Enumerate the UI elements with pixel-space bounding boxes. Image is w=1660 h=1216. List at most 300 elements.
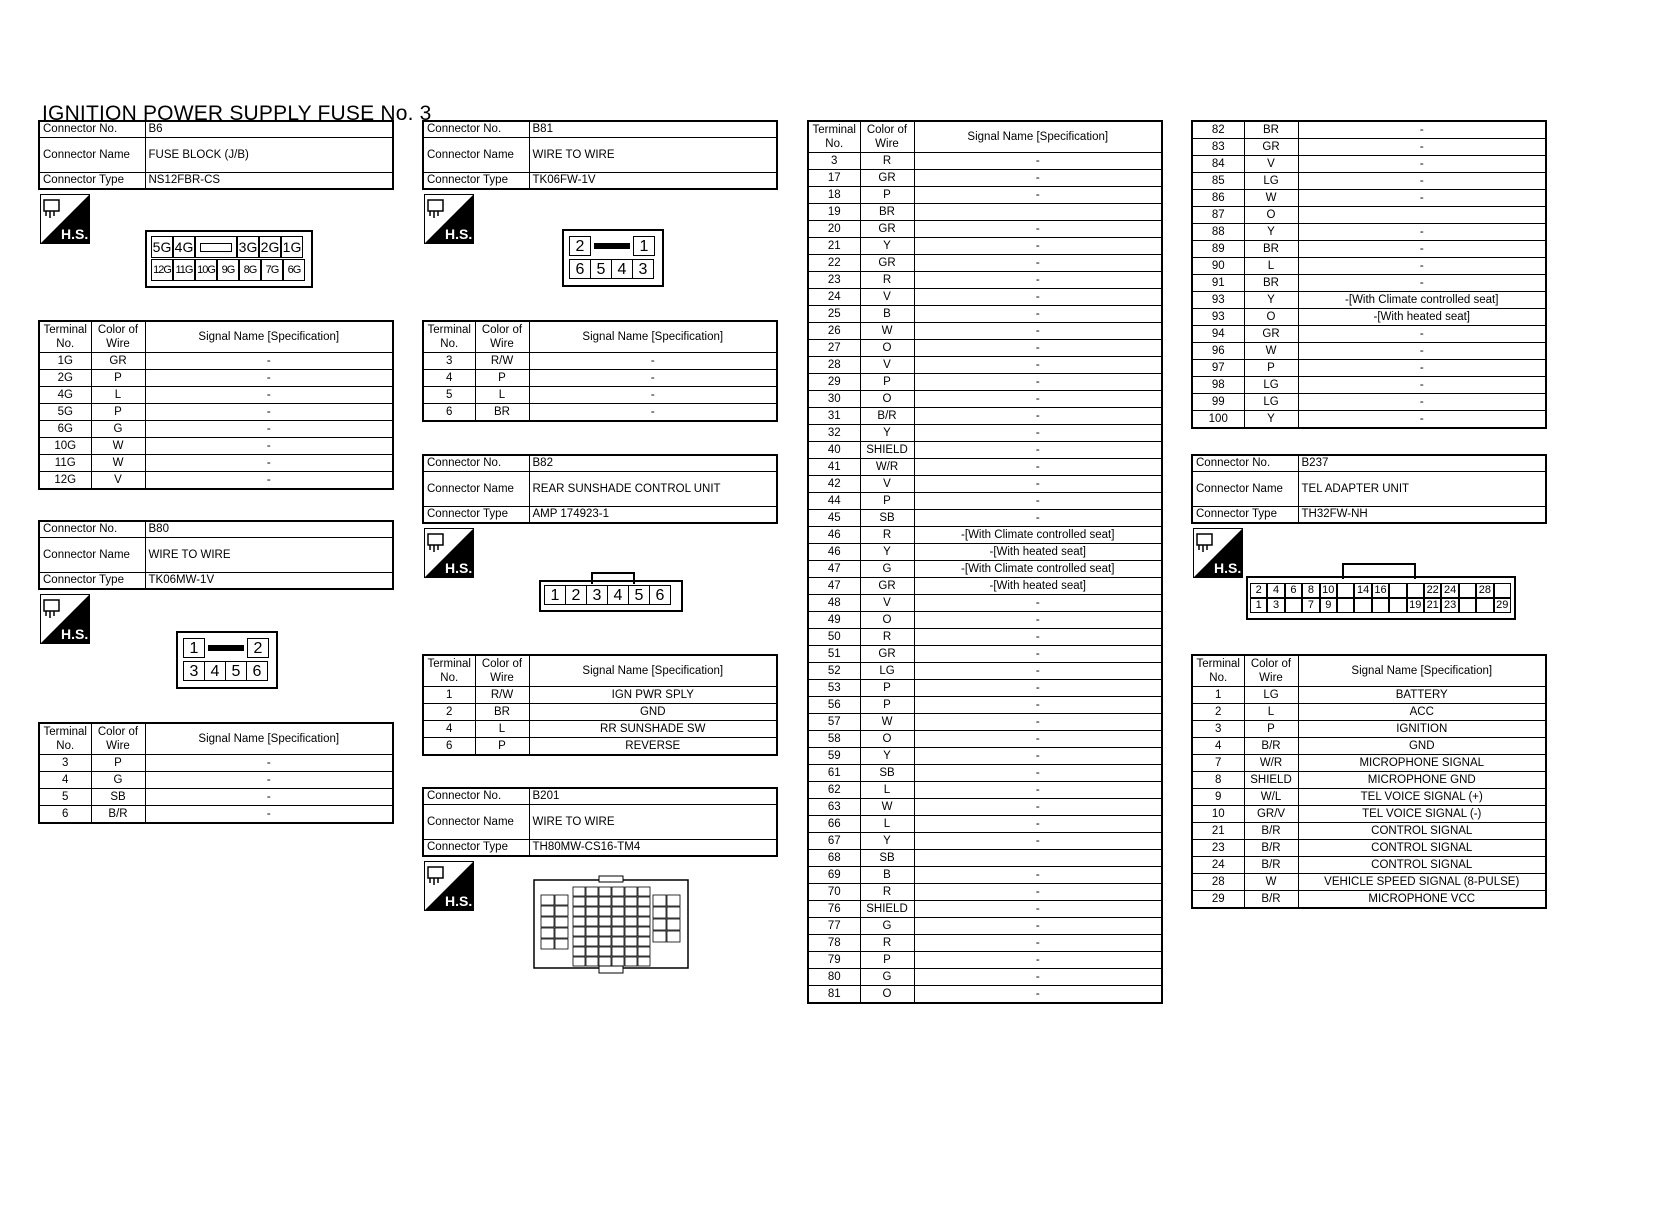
terminal-cell: 49 xyxy=(808,612,860,629)
signal-cell: -[With heated seat] xyxy=(914,544,1162,561)
color-cell: R xyxy=(860,272,914,289)
color-cell: G xyxy=(91,772,145,789)
terminal-cell: 29 xyxy=(808,374,860,391)
table-row xyxy=(808,816,1162,833)
color-cell: BR xyxy=(1244,121,1298,139)
label-connector-no: Connector No. xyxy=(423,455,529,472)
color-cell: W xyxy=(1244,343,1298,360)
pin-cell: 1 xyxy=(1250,598,1267,613)
color-cell: P xyxy=(475,370,529,387)
color-cell: Y xyxy=(860,425,914,442)
table-row xyxy=(808,646,1162,663)
signal-cell: BATTERY xyxy=(1298,687,1546,704)
pin-cell: 7 xyxy=(1302,598,1319,613)
signal-cell: - xyxy=(914,357,1162,374)
table-row xyxy=(1192,360,1546,377)
table-row xyxy=(39,387,393,404)
connector-type: TH80MW-CS16-TM4 xyxy=(529,840,777,857)
connector-no: B237 xyxy=(1298,455,1546,472)
signal-cell xyxy=(914,850,1162,867)
pin-table-b80 xyxy=(38,722,394,824)
terminal-cell: 80 xyxy=(808,969,860,986)
table-row xyxy=(1192,309,1546,326)
color-cell: BR xyxy=(1244,275,1298,292)
terminal-cell: 31 xyxy=(808,408,860,425)
color-cell: W xyxy=(91,455,145,472)
signal-cell: RR SUNSHADE SW xyxy=(529,721,777,738)
label-connector-no: Connector No. xyxy=(423,121,529,138)
color-cell: SHIELD xyxy=(1244,772,1298,789)
table-row xyxy=(808,714,1162,731)
color-cell: W xyxy=(91,438,145,455)
color-cell: O xyxy=(860,731,914,748)
table-row xyxy=(423,687,777,704)
pin-cell: 5 xyxy=(590,259,612,279)
table-row xyxy=(423,404,777,422)
connector-type: TH32FW-NH xyxy=(1298,507,1546,524)
harness-side-icon xyxy=(40,594,90,644)
connector-name: REAR SUNSHADE CONTROL UNIT xyxy=(529,472,777,507)
signal-cell: - xyxy=(145,772,393,789)
pin-cell: 6 xyxy=(569,259,591,279)
table-row xyxy=(808,459,1162,476)
connector-face-b81 xyxy=(562,229,664,287)
pin-cell xyxy=(1337,583,1354,598)
terminal-cell: 77 xyxy=(808,918,860,935)
terminal-cell: 1 xyxy=(1192,687,1244,704)
signal-cell: - xyxy=(914,935,1162,952)
pin-cell: 29 xyxy=(1494,598,1511,613)
signal-cell: - xyxy=(1298,258,1546,275)
table-row xyxy=(39,455,393,472)
table-row xyxy=(1192,687,1546,704)
color-cell: BR xyxy=(475,704,529,721)
header-signal: Signal Name [Specification] xyxy=(145,723,393,755)
signal-cell: IGN PWR SPLY xyxy=(529,687,777,704)
pin-cell: 11G xyxy=(173,259,195,281)
signal-cell: - xyxy=(529,370,777,387)
table-row xyxy=(808,289,1162,306)
signal-cell: - xyxy=(914,782,1162,799)
table-row xyxy=(808,731,1162,748)
label-connector-type: Connector Type xyxy=(39,173,145,190)
table-row xyxy=(1192,241,1546,258)
connector-name: WIRE TO WIRE xyxy=(145,538,393,573)
color-cell: Y xyxy=(1244,292,1298,309)
terminal-cell: 84 xyxy=(1192,156,1244,173)
color-cell: P xyxy=(1244,360,1298,377)
signal-cell: - xyxy=(914,425,1162,442)
header-color: Color of Wire xyxy=(475,321,529,353)
table-row xyxy=(1192,275,1546,292)
signal-cell: MICROPHONE GND xyxy=(1298,772,1546,789)
harness-side-icon xyxy=(1193,528,1243,578)
terminal-cell: 9 xyxy=(1192,789,1244,806)
terminal-cell: 44 xyxy=(808,493,860,510)
pin-cell: 24 xyxy=(1441,583,1458,598)
signal-cell: - xyxy=(914,306,1162,323)
table-row xyxy=(1192,874,1546,891)
terminal-cell: 91 xyxy=(1192,275,1244,292)
signal-cell: - xyxy=(145,438,393,455)
table-row xyxy=(39,438,393,455)
signal-cell: -[With heated seat] xyxy=(1298,309,1546,326)
pin-table-b201-b xyxy=(1191,120,1547,429)
terminal-cell: 2 xyxy=(1192,704,1244,721)
signal-cell: - xyxy=(914,374,1162,391)
terminal-cell: 2G xyxy=(39,370,91,387)
terminal-cell: 41 xyxy=(808,459,860,476)
color-cell: P xyxy=(475,738,529,756)
table-row xyxy=(808,272,1162,289)
table-row xyxy=(808,901,1162,918)
connector-info-b82 xyxy=(422,454,778,524)
terminal-cell: 94 xyxy=(1192,326,1244,343)
table-row xyxy=(39,772,393,789)
table-row xyxy=(1192,755,1546,772)
pin-cell: 3 xyxy=(1267,598,1284,613)
header-terminal: Terminal No. xyxy=(1192,655,1244,687)
table-row xyxy=(808,425,1162,442)
terminal-cell: 1 xyxy=(423,687,475,704)
signal-cell: - xyxy=(1298,241,1546,258)
table-row xyxy=(808,697,1162,714)
pin-cell: 2G xyxy=(259,236,281,258)
pin-cell: 16 xyxy=(1372,583,1389,598)
table-row xyxy=(808,408,1162,425)
table-row xyxy=(808,799,1162,816)
pin-cell xyxy=(1285,598,1302,613)
table-row xyxy=(808,340,1162,357)
color-cell: B xyxy=(860,867,914,884)
table-row xyxy=(808,918,1162,935)
color-cell: V xyxy=(860,476,914,493)
signal-cell: - xyxy=(914,408,1162,425)
pin-cell: 4 xyxy=(607,585,629,605)
signal-cell: - xyxy=(914,867,1162,884)
pin-cell: 5 xyxy=(628,585,650,605)
pin-cell xyxy=(1459,583,1476,598)
pin-table-b82 xyxy=(422,654,778,756)
terminal-cell: 78 xyxy=(808,935,860,952)
connector-face-b237 xyxy=(1246,563,1516,619)
table-row xyxy=(808,765,1162,782)
terminal-cell: 76 xyxy=(808,901,860,918)
color-cell: GR xyxy=(860,170,914,187)
connector-face-b82 xyxy=(539,572,681,610)
table-row xyxy=(423,353,777,370)
color-cell: B/R xyxy=(1244,857,1298,874)
terminal-cell: 17 xyxy=(808,170,860,187)
table-row xyxy=(423,704,777,721)
pin-table-b201-a xyxy=(807,120,1163,1004)
svg-text:H.S.: H.S. xyxy=(61,226,89,242)
signal-cell: - xyxy=(914,833,1162,850)
color-cell: V xyxy=(860,289,914,306)
terminal-cell: 21 xyxy=(1192,823,1244,840)
terminal-cell: 87 xyxy=(1192,207,1244,224)
table-row xyxy=(1192,394,1546,411)
terminal-cell: 8 xyxy=(1192,772,1244,789)
table-row xyxy=(808,442,1162,459)
color-cell: SB xyxy=(91,789,145,806)
pin-cell: 2 xyxy=(247,638,269,658)
signal-cell: -[With Climate controlled seat] xyxy=(914,527,1162,544)
table-row xyxy=(808,663,1162,680)
terminal-cell: 11G xyxy=(39,455,91,472)
signal-cell: - xyxy=(914,918,1162,935)
signal-cell: - xyxy=(914,510,1162,527)
signal-cell: - xyxy=(914,986,1162,1004)
table-row xyxy=(1192,173,1546,190)
pin-cell: 8G xyxy=(239,259,261,281)
color-cell: L xyxy=(475,721,529,738)
signal-cell: -[With Climate controlled seat] xyxy=(914,561,1162,578)
header-color: Color of Wire xyxy=(91,321,145,353)
color-cell: B/R xyxy=(1244,891,1298,909)
signal-cell: CONTROL SIGNAL xyxy=(1298,857,1546,874)
table-row xyxy=(423,738,777,756)
header-color: Color of Wire xyxy=(91,723,145,755)
signal-cell: - xyxy=(914,646,1162,663)
color-cell: GR/V xyxy=(1244,806,1298,823)
table-row xyxy=(1192,224,1546,241)
label-connector-name: Connector Name xyxy=(39,538,145,573)
header-terminal: Terminal No. xyxy=(39,723,91,755)
signal-cell: - xyxy=(914,340,1162,357)
header-color: Color of Wire xyxy=(860,121,914,153)
pin-cell: 22 xyxy=(1424,583,1441,598)
color-cell: B xyxy=(860,306,914,323)
table-row xyxy=(808,187,1162,204)
table-row xyxy=(808,850,1162,867)
terminal-cell: 4 xyxy=(1192,738,1244,755)
terminal-cell: 6 xyxy=(423,404,475,422)
color-cell: R xyxy=(860,527,914,544)
pin-cell: 3 xyxy=(586,585,608,605)
color-cell: G xyxy=(860,969,914,986)
signal-cell: - xyxy=(914,884,1162,901)
color-cell: W/L xyxy=(1244,789,1298,806)
table-row xyxy=(1192,326,1546,343)
color-cell: P xyxy=(1244,721,1298,738)
terminal-cell: 57 xyxy=(808,714,860,731)
pin-cell: 9 xyxy=(1320,598,1337,613)
pin-cell: 6 xyxy=(246,661,268,681)
color-cell: O xyxy=(1244,207,1298,224)
color-cell: B/R xyxy=(91,806,145,824)
color-cell: P xyxy=(91,755,145,772)
signal-cell: - xyxy=(145,806,393,824)
table-row xyxy=(808,986,1162,1004)
connector-no: B201 xyxy=(529,788,777,805)
pin-cell: 4 xyxy=(1267,583,1284,598)
header-signal: Signal Name [Specification] xyxy=(145,321,393,353)
table-row xyxy=(1192,190,1546,207)
signal-cell: - xyxy=(914,289,1162,306)
color-cell: V xyxy=(1244,156,1298,173)
terminal-cell: 46 xyxy=(808,544,860,561)
label-connector-no: Connector No. xyxy=(423,788,529,805)
pin-cell xyxy=(1494,583,1511,598)
pin-cell: 6 xyxy=(1285,583,1302,598)
terminal-cell: 6 xyxy=(39,806,91,824)
color-cell: R xyxy=(860,629,914,646)
terminal-cell: 10G xyxy=(39,438,91,455)
connector-no: B81 xyxy=(529,121,777,138)
connector-info-b201 xyxy=(422,787,778,857)
terminal-cell: 56 xyxy=(808,697,860,714)
table-row xyxy=(39,789,393,806)
connector-name: WIRE TO WIRE xyxy=(529,138,777,173)
color-cell: R xyxy=(860,935,914,952)
terminal-cell: 6 xyxy=(423,738,475,756)
pin-cell: 19 xyxy=(1407,598,1424,613)
color-cell: W xyxy=(860,714,914,731)
pin-cell: 12G xyxy=(151,259,173,281)
terminal-cell: 40 xyxy=(808,442,860,459)
signal-cell: - xyxy=(1298,139,1546,156)
terminal-cell: 30 xyxy=(808,391,860,408)
color-cell: GR xyxy=(860,646,914,663)
color-cell: R/W xyxy=(475,353,529,370)
table-row xyxy=(808,595,1162,612)
header-terminal: Terminal No. xyxy=(808,121,860,153)
pin-table-b6 xyxy=(38,320,394,490)
terminal-cell: 97 xyxy=(1192,360,1244,377)
terminal-cell: 50 xyxy=(808,629,860,646)
color-cell: SHIELD xyxy=(860,901,914,918)
signal-cell: - xyxy=(145,755,393,772)
connector-type: TK06FW-1V xyxy=(529,173,777,190)
pin-cell: 6 xyxy=(649,585,671,605)
table-row xyxy=(1192,738,1546,755)
terminal-cell: 29 xyxy=(1192,891,1244,909)
signal-cell: ACC xyxy=(1298,704,1546,721)
signal-cell: - xyxy=(914,748,1162,765)
pin-cell: 10 xyxy=(1320,583,1337,598)
terminal-cell: 90 xyxy=(1192,258,1244,275)
table-row xyxy=(808,255,1162,272)
color-cell: O xyxy=(860,340,914,357)
signal-cell: CONTROL SIGNAL xyxy=(1298,840,1546,857)
color-cell: BR xyxy=(860,204,914,221)
signal-cell: - xyxy=(914,680,1162,697)
header-color: Color of Wire xyxy=(1244,655,1298,687)
table-row xyxy=(1192,806,1546,823)
color-cell: SHIELD xyxy=(860,442,914,459)
pin-cell: 21 xyxy=(1424,598,1441,613)
signal-cell: - xyxy=(1298,394,1546,411)
signal-cell: - xyxy=(529,387,777,404)
color-cell: LG xyxy=(1244,687,1298,704)
connector-no: B6 xyxy=(145,121,393,138)
terminal-cell: 98 xyxy=(1192,377,1244,394)
header-terminal: Terminal No. xyxy=(423,321,475,353)
signal-cell: - xyxy=(1298,224,1546,241)
signal-cell: - xyxy=(914,816,1162,833)
table-row xyxy=(808,493,1162,510)
table-row xyxy=(1192,411,1546,429)
color-cell: BR xyxy=(1244,241,1298,258)
color-cell: V xyxy=(860,595,914,612)
table-row xyxy=(1192,343,1546,360)
color-cell: W xyxy=(860,799,914,816)
table-row xyxy=(808,153,1162,170)
color-cell: Y xyxy=(860,833,914,850)
table-row xyxy=(808,969,1162,986)
pin-cell xyxy=(195,236,237,258)
signal-cell: - xyxy=(914,221,1162,238)
color-cell: O xyxy=(1244,309,1298,326)
color-cell: R xyxy=(860,884,914,901)
signal-cell: - xyxy=(1298,121,1546,139)
header-terminal: Terminal No. xyxy=(39,321,91,353)
color-cell: P xyxy=(860,697,914,714)
pin-table-b237 xyxy=(1191,654,1547,909)
pin-cell: 2 xyxy=(1250,583,1267,598)
connector-no: B80 xyxy=(145,521,393,538)
signal-cell: - xyxy=(914,272,1162,289)
color-cell: P xyxy=(860,374,914,391)
signal-cell: - xyxy=(914,153,1162,170)
signal-cell: - xyxy=(914,714,1162,731)
signal-cell: -[With heated seat] xyxy=(914,578,1162,595)
signal-cell: - xyxy=(1298,360,1546,377)
terminal-cell: 51 xyxy=(808,646,860,663)
pin-cell: 28 xyxy=(1476,583,1493,598)
signal-cell: - xyxy=(914,187,1162,204)
color-cell: W/R xyxy=(1244,755,1298,772)
signal-cell: - xyxy=(914,629,1162,646)
signal-cell: - xyxy=(914,493,1162,510)
label-connector-type: Connector Type xyxy=(423,507,529,524)
table-row xyxy=(808,221,1162,238)
terminal-cell: 47 xyxy=(808,578,860,595)
table-row xyxy=(808,782,1162,799)
label-connector-name: Connector Name xyxy=(423,472,529,507)
signal-cell: - xyxy=(914,663,1162,680)
terminal-cell: 12G xyxy=(39,472,91,490)
label-connector-name: Connector Name xyxy=(423,805,529,840)
terminal-cell: 23 xyxy=(1192,840,1244,857)
table-row xyxy=(1192,258,1546,275)
pin-cell xyxy=(1372,598,1389,613)
pin-cell: 6G xyxy=(283,259,305,281)
label-connector-type: Connector Type xyxy=(423,173,529,190)
pin-table-b81 xyxy=(422,320,778,422)
signal-cell: CONTROL SIGNAL xyxy=(1298,823,1546,840)
pin-cell xyxy=(594,243,630,249)
terminal-cell: 10 xyxy=(1192,806,1244,823)
terminal-cell: 22 xyxy=(808,255,860,272)
signal-cell: - xyxy=(145,421,393,438)
terminal-cell: 68 xyxy=(808,850,860,867)
table-row xyxy=(423,387,777,404)
color-cell: P xyxy=(860,680,914,697)
terminal-cell: 32 xyxy=(808,425,860,442)
table-row xyxy=(808,391,1162,408)
terminal-cell: 5 xyxy=(423,387,475,404)
color-cell: O xyxy=(860,612,914,629)
signal-cell: - xyxy=(914,595,1162,612)
table-row xyxy=(808,374,1162,391)
signal-cell: - xyxy=(914,799,1162,816)
header-color: Color of Wire xyxy=(475,655,529,687)
color-cell: P xyxy=(860,187,914,204)
connector-type: AMP 174923-1 xyxy=(529,507,777,524)
connector-info-b81 xyxy=(422,120,778,190)
